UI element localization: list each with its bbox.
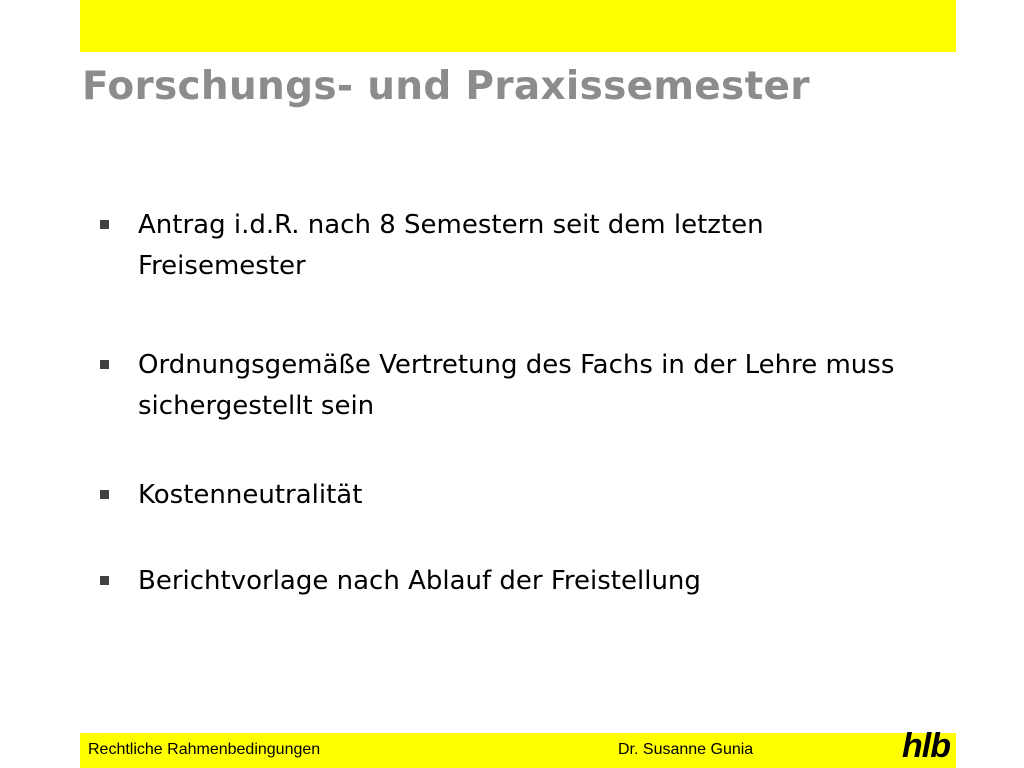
bullet-list	[100, 205, 920, 602]
square-bullet-icon	[100, 576, 109, 585]
bullet-item	[100, 561, 920, 602]
bullet-text: Berichtvorlage nach Ablauf der Freistellung	[138, 566, 701, 596]
top-accent-bar	[80, 0, 956, 52]
footer-section-title: Rechtliche Rahmenbedingungen	[88, 741, 321, 758]
square-bullet-icon	[100, 360, 109, 369]
bullet-item	[100, 345, 920, 427]
bullet-item	[100, 475, 920, 516]
footer-bar	[80, 727, 956, 768]
slide-title: Forschungs- und Praxissemester	[82, 64, 810, 109]
square-bullet-icon	[100, 220, 109, 229]
square-bullet-icon	[100, 490, 109, 499]
hlb-logo: hlb	[902, 727, 950, 765]
bullet-item	[100, 205, 920, 287]
bullet-text: Ordnungsgemäße Vertretung des Fachs in der Lehre muss sichergestellt sein	[138, 350, 895, 421]
bullet-text: Kostenneutralität	[138, 480, 363, 510]
bullet-text: Antrag i.d.R. nach 8 Semestern seit dem letzten Freisemester	[138, 210, 764, 281]
footer-author: Dr. Susanne Gunia	[618, 741, 754, 758]
